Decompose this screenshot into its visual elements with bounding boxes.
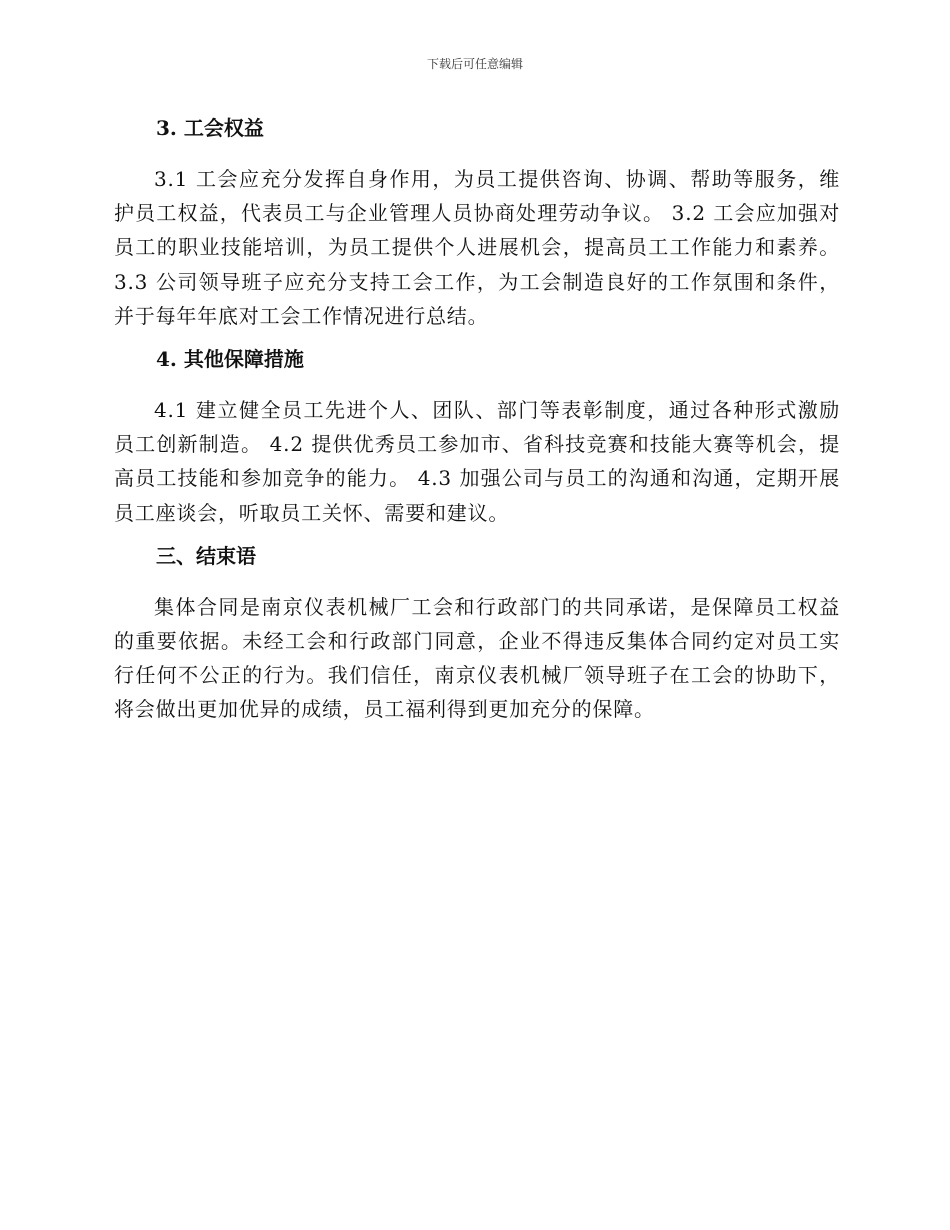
section-paragraph: 4.1 建立健全员工先进个人、团队、部门等表彰制度，通过各种形式激励员工创新制造。 4.2 提供优秀员工参加市、省科技竞赛和技能大赛等机会，提高员工技能和参加竞争的能力。 4.3 加强公司与员工的沟通和沟通，定期开展员工座谈会，听取员工关怀、需要和建议。 <box>114 398 840 525</box>
document-body <box>114 110 840 735</box>
section-paragraph: 集体合同是南京仪表机械厂工会和行政部门的共同承诺，是保障员工权益的重要依据。未经工会和行政部门同意，企业不得违反集体合同约定对员工实行任何不公正的行为。我们信任，南京仪表机械厂领导班子在工会的协助下，将会做出更加优异的成绩，员工福利得到更加充分的保障。 <box>114 594 840 722</box>
page-header: 下载后可任意编辑 <box>426 57 523 71</box>
section-heading: 4. 其他保障措施 <box>156 347 304 372</box>
section-paragraph: 3.1 工会应充分发挥自身作用，为员工提供咨询、协调、帮助等服务，维护员工权益，代表员工与企业管理人员协商处理劳动争议。 3.2 工会应加强对员工的职业技能培训，为员工提供个人进展机会，提高员工工作能力和素养。 3.3 公司领导班子应充分支持工会工作，为工会制造良好的工作氛围和条件，并于每年年底对工会工作情况进行总结。 <box>114 167 840 328</box>
section-conclusion <box>114 538 840 727</box>
section-heading: 三、结束语 <box>156 543 256 568</box>
section-union-rights <box>114 110 840 333</box>
section-other-measures <box>114 341 840 530</box>
section-heading: 3. 工会权益 <box>156 116 264 140</box>
